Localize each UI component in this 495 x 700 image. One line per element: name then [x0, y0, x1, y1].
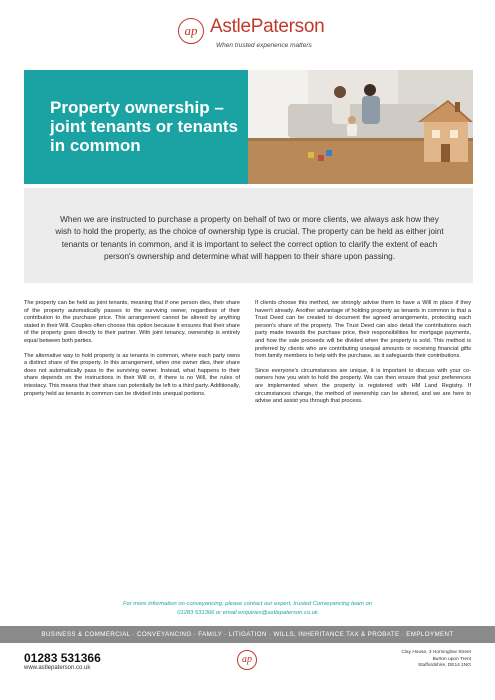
intro-text: When we are instructed to purchase a property on behalf of two or more clients, we always ask how they wish to hold the property, as the choice of ownership type is crucial. The property can be held as either joint tenants or tenants in common, and it is important to select the correct option to clarify the extent of each person's ownership and determine what will happen to their share upon passing.: [55, 215, 444, 262]
footer-brand-mark-icon: ap: [237, 650, 257, 670]
hero-photo: [248, 70, 473, 184]
footer-website-link[interactable]: www.astlepaterson.co.uk: [24, 665, 91, 671]
intro-box: [24, 188, 473, 283]
body-paragraph: The alternative way to hold property is as tenants in common, where each party owns a distinct share of the property. In this arrangement, when one owner dies, their share does not automatically pass to the surviving owner. Instead, what happens to their share depends on the instructions in their Will or, if there is no Will, the rules of intestacy. This means that their share can potentially be left to a third party. Additionally, property held as tenants in common can be divided into unequal portions.: [24, 352, 240, 397]
brand-tagline: When trusted experience matters: [216, 42, 312, 49]
family-house-photo-icon: [248, 70, 473, 184]
brand-mark-icon: ap: [178, 18, 204, 44]
address-line: Burton upon Trent: [432, 656, 471, 662]
hero-title: Property ownership – joint tenants or tenants in common: [50, 98, 238, 155]
footer-phone[interactable]: 01283 531366: [24, 651, 101, 665]
body-paragraph: If clients choose this method, we strongly advise them to have a Will in place if they haven't already. Another advantage of holding property as tenants in common is that a Trust Deed can be created to document the agreed arrangements, protecting each person's share of the property. The Trust Deed can also detail the contributions each party made towards the purchase price, their responsibilities for mortgage payments, and how the sale proceeds will be divided when the property is sold. This method is preferred by clients who are contributing unequal amounts or receiving financial gifts from family members to help with the purchase, as it safeguards their contributions.: [255, 300, 471, 360]
footer-address: [401, 650, 471, 670]
hero-title-panel: [24, 70, 248, 184]
body-paragraph: The property can be held as joint tenants, meaning that if one person dies, their share of the property automatically passes to the surviving owner, regardless of their contribution to the purchase price. This arrangement cannot be altered by anything stated in their Will. Couples often choose this option because it ensures that their share of the property goes directly to their partner. With joint tenancy, ownership is entirely equal between both parties.: [24, 300, 240, 344]
services-bar: BUSINESS & COMMERCIAL · CONVEYANCING · FAMILY · LITIGATION · WILLS, INHERITANCE TAX & PROBATE · EMPLOYMENT: [0, 626, 495, 643]
hero-banner: [24, 70, 473, 184]
brand-name: AstlePaterson: [210, 16, 325, 37]
address-line: Clay House, 3 Horninglow Street: [401, 650, 471, 655]
contact-line: For more information on conveyancing, please contact our expert, trusted Conveyancing team on: [122, 601, 373, 607]
body-paragraph: Since everyone's circumstances are unique, it is important to discuss with your co-owners how you wish to hold the property. We can then ensure that your preferences are implemented when the property is registered with HM Land Registry. If circumstances change, the method of ownership can be altered, and we are here to advise and assist you through that process.: [255, 367, 471, 405]
brand-logo[interactable]: [178, 16, 328, 56]
body-column-left: [24, 300, 240, 405]
body-column-right: [255, 300, 471, 413]
contact-line-email[interactable]: 01283 531366 or email enquiries@astlepaterson.co.uk: [177, 609, 318, 616]
contact-note: [40, 600, 455, 617]
address-line: Staffordshire, DE14 1NG: [418, 663, 471, 669]
